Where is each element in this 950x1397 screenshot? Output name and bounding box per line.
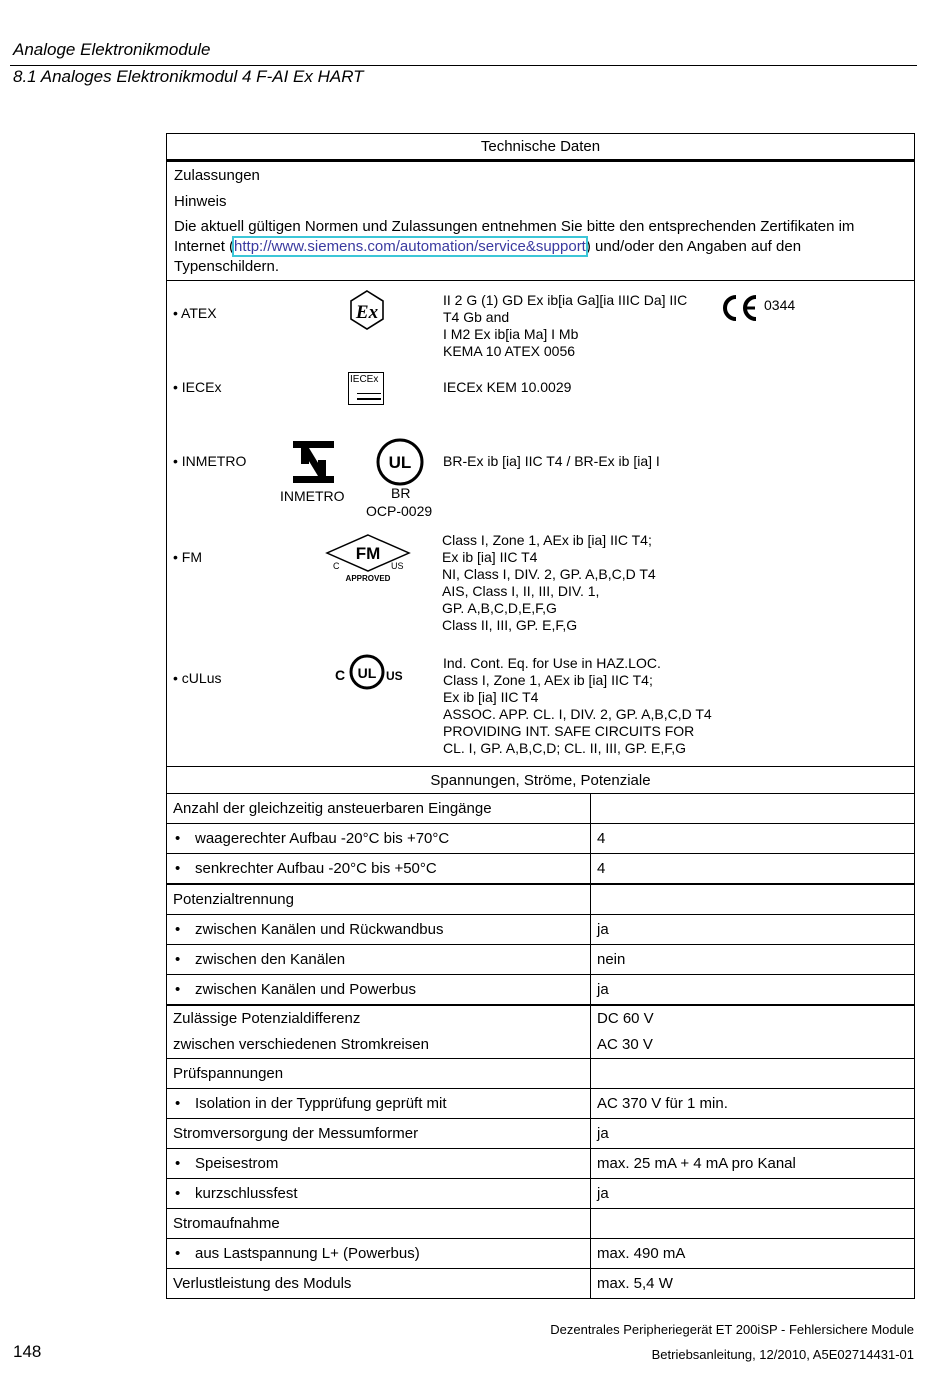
row-label: • Speisestrom	[167, 1149, 591, 1179]
table-row	[167, 1239, 914, 1269]
culus-us: US	[386, 669, 403, 683]
siemens-support-link[interactable]: http://www.siemens.com/automation/service&support	[234, 238, 586, 255]
row-value	[591, 1005, 915, 1059]
culus-line: Ex ib [ia] IIC T4	[443, 689, 539, 705]
row-value	[591, 1209, 915, 1239]
culus-line: Class I, Zone 1, AEx ib [ia] IIC T4;	[443, 672, 653, 688]
row-value: 4	[591, 824, 915, 854]
row-label-text: zwischen Kanälen und Powerbus	[195, 981, 416, 998]
svg-text:UL: UL	[357, 665, 377, 681]
footer-doc-title: Dezentrales Peripheriegerät ET 200iSP - Fehlersichere Module	[550, 1322, 914, 1337]
note-text-before: Die aktuell gültigen Normen und Zulassungen entnehmen Sie bitte den entsprechenden Zertifikaten im Internet (	[174, 218, 855, 255]
table-row	[167, 1149, 914, 1179]
fm-us: US	[391, 561, 404, 571]
ce-mark-icon	[719, 294, 759, 322]
row-value: ja	[591, 915, 915, 945]
row-label: • kurzschlussfest	[167, 1179, 591, 1209]
ce-number: 0344	[764, 297, 796, 313]
row-label: Verlustleistung des Moduls	[167, 1269, 591, 1299]
inmetro-caption: INMETRO	[280, 488, 345, 504]
row-label: Anzahl der gleichzeitig ansteuerbaren Eingänge	[167, 794, 591, 824]
row-value: ja	[591, 1119, 915, 1149]
table-row	[167, 794, 914, 824]
ul-br-caption: BR	[391, 485, 411, 501]
certifications-block	[167, 281, 914, 767]
chapter-title: Analoge Elektronikmodule	[13, 40, 211, 59]
row-label: • Isolation in der Typprüfung geprüft mit	[167, 1089, 591, 1119]
culus-line: CL. I, GP. A,B,C,D; CL. II, III, GP. E,F,G	[443, 740, 687, 756]
row-label-text: zwischen den Kanälen	[195, 951, 346, 968]
culus-label: • cULus	[173, 670, 222, 686]
inmetro-text: BR-Ex ib [ia] IIC T4 / BR-Ex ib [ia] I	[443, 453, 660, 469]
fm-line: Class I, Zone 1, AEx ib [ia] IIC T4;	[442, 532, 652, 548]
specs-table	[167, 794, 914, 1298]
row-value: max. 25 mA + 4 mA pro Kanal	[591, 1149, 915, 1179]
svg-text:FM: FM	[355, 544, 381, 563]
table-row	[167, 945, 914, 975]
row-label-text: zwischen verschiedenen Stromkreisen	[173, 1036, 429, 1053]
fm-label: • FM	[173, 549, 203, 565]
atex-label: • ATEX	[173, 305, 217, 321]
fm-approved-logo-icon	[325, 533, 411, 589]
row-value: ja	[591, 975, 915, 1006]
row-label-text: Isolation in der Typprüfung geprüft mit	[195, 1095, 447, 1112]
row-label: • zwischen Kanälen und Powerbus	[167, 975, 591, 1006]
atex-line: II 2 G (1) GD Ex ib[ia Ga][ia IIIC Da] IIC	[443, 292, 688, 308]
inmetro-label: • INMETRO	[173, 453, 247, 469]
approvals-note	[174, 217, 908, 277]
row-value: 4	[591, 854, 915, 885]
row-value	[591, 884, 915, 915]
row-label: Stromaufnahme	[167, 1209, 591, 1239]
row-label: Potenzialtrennung	[167, 884, 591, 915]
table-row	[167, 1269, 914, 1299]
iecex-logo-icon	[348, 372, 384, 405]
culus-c: C	[335, 667, 346, 683]
ul-br-logo-icon	[376, 438, 424, 486]
ex-icon	[347, 290, 387, 330]
iecex-label: • IECEx	[173, 379, 222, 395]
table-row	[167, 975, 914, 1006]
row-label: • senkrechter Aufbau -20°C bis +50°C	[167, 854, 591, 885]
svg-text:Ex: Ex	[355, 302, 379, 323]
table-row	[167, 1089, 914, 1119]
inmetro-logo-icon	[291, 441, 336, 483]
row-value	[591, 1059, 915, 1089]
row-label-text: kurzschlussfest	[195, 1185, 298, 1202]
approvals-block	[167, 162, 914, 281]
culus-text	[443, 655, 712, 757]
svg-text:UL: UL	[388, 453, 412, 472]
technical-data-table	[166, 133, 915, 1299]
culus-line: PROVIDING INT. SAFE CIRCUITS FOR	[443, 723, 695, 739]
row-label-text: aus Lastspannung L+ (Powerbus)	[195, 1245, 420, 1262]
row-label	[167, 1005, 591, 1059]
row-value-text: AC 30 V	[597, 1036, 653, 1053]
row-value	[591, 794, 915, 824]
row-value-text: DC 60 V	[597, 1010, 654, 1027]
fm-c: C	[333, 561, 340, 571]
row-label-text: Zulässige Potenzialdifferenz	[173, 1010, 361, 1027]
row-label: • waagerechter Aufbau -20°C bis +70°C	[167, 824, 591, 854]
fm-approved: APPROVED	[345, 574, 391, 583]
fm-line: Ex ib [ia] IIC T4	[442, 549, 538, 565]
row-value: ja	[591, 1179, 915, 1209]
footer-doc-info: Betriebsanleitung, 12/2010, A5E02714431-01	[651, 1347, 914, 1362]
row-label-text: waagerechter Aufbau -20°C bis +70°C	[195, 830, 450, 847]
row-label: Prüfspannungen	[167, 1059, 591, 1089]
table-row	[167, 1059, 914, 1089]
table-row	[167, 824, 914, 854]
table-row	[167, 1005, 914, 1059]
fm-line: NI, Class I, DIV. 2, GP. A,B,C,D T4	[442, 566, 656, 582]
header-rule	[10, 65, 917, 66]
iecex-text: IECEx KEM 10.0029	[443, 379, 572, 395]
hinweis-label: Hinweis	[174, 193, 227, 210]
row-value: AC 370 V für 1 min.	[591, 1089, 915, 1119]
fm-text	[442, 532, 656, 634]
row-label-text: senkrechter Aufbau -20°C bis +50°C	[195, 860, 437, 877]
row-label-text: Speisestrom	[195, 1155, 279, 1172]
table-row	[167, 884, 914, 915]
row-value: nein	[591, 945, 915, 975]
culus-line: ASSOC. APP. CL. I, DIV. 2, GP. A,B,C,D T4	[443, 706, 712, 722]
row-label: Stromversorgung der Messumformer	[167, 1119, 591, 1149]
culus-line: Ind. Cont. Eq. for Use in HAZ.LOC.	[443, 655, 661, 671]
note-text-after: ) und/oder den Angaben auf den Typenschildern.	[174, 238, 802, 275]
fm-line: Class II, III, GP. E,F,G	[442, 617, 578, 633]
iecex-logo-text: IECEx	[350, 374, 379, 385]
row-label-text: zwischen Kanälen und Rückwandbus	[195, 921, 444, 938]
atex-line: T4 Gb and	[443, 309, 510, 325]
culus-logo-icon	[334, 653, 404, 693]
table-row	[167, 1179, 914, 1209]
row-label: • zwischen den Kanälen	[167, 945, 591, 975]
fm-line: AIS, Class I, II, III, DIV. 1,	[442, 583, 600, 599]
table-row	[167, 1119, 914, 1149]
atex-text	[443, 292, 687, 360]
fm-line: GP. A,B,C,D,E,F,G	[442, 600, 557, 616]
row-value: max. 490 mA	[591, 1239, 915, 1269]
voltages-section-heading: Spannungen, Ströme, Potenziale	[167, 767, 914, 794]
atex-line: KEMA 10 ATEX 0056	[443, 343, 576, 359]
table-title: Technische Daten	[167, 134, 914, 162]
page-number: 148	[13, 1342, 42, 1361]
approvals-heading: Zulassungen	[174, 167, 260, 184]
atex-line: I M2 Ex ib[ia Ma] I Mb	[443, 326, 579, 342]
table-row	[167, 1209, 914, 1239]
row-label: • zwischen Kanälen und Rückwandbus	[167, 915, 591, 945]
ul-ocp-caption: OCP-0029	[366, 503, 433, 519]
table-row	[167, 915, 914, 945]
row-value: max. 5,4 W	[591, 1269, 915, 1299]
row-label: • aus Lastspannung L+ (Powerbus)	[167, 1239, 591, 1269]
section-title: 8.1 Analoges Elektronikmodul 4 F-AI Ex HART	[13, 67, 364, 86]
table-row	[167, 854, 914, 885]
